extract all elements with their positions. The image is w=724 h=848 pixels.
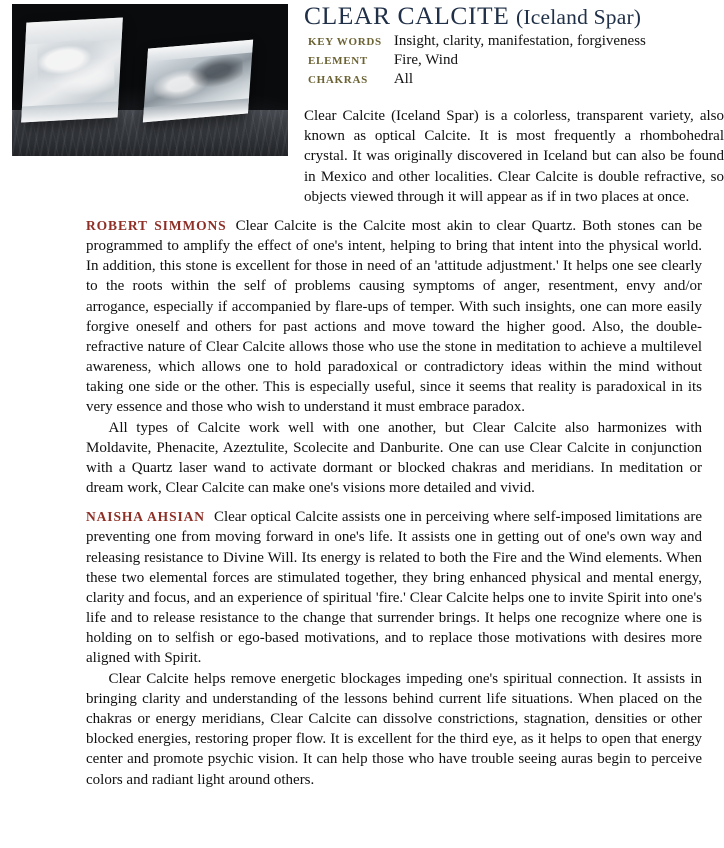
page-title [304, 2, 724, 29]
table-row [308, 52, 646, 71]
attribute-label-chakras: CHAKRAS [308, 74, 368, 87]
section-paragraph-text: Clear Calcite helps remove energetic blockages impeding one's spiritual connection. It assists in bringing clarity and understanding of the lessons behind current life situations. When placed on the chakras or energy meridians, Clear Calcite can dissolve constrictions, stagnation, densities or other blocked energies, restoring proper flow. It is excellent for the third eye, as it helps to open that energy center and promote psychic vision. It can help those who have trouble seeing auras begin to perceive colors and radiant light around others. [86, 670, 702, 788]
intro-paragraph-text-a: Clear Calcite (Iceland Spar) is a colorless, transparent variety, also known as optical Calcite. It is most frequently a rhombohedral crystal. It was originally discovered in Iceland but can also be found in Mexico and other localities. Clear Calcite is double refractive, so objects viewed through it will appear as if in two places at once. [304, 108, 724, 205]
table-row [308, 71, 646, 90]
attribute-label-element: ELEMENT [308, 55, 368, 68]
section-paragraph [86, 216, 702, 418]
section-robert-simmons [86, 216, 702, 498]
stone-name: CLEAR CALCITE [304, 1, 510, 30]
table-row [308, 33, 646, 52]
section-paragraph-text: All types of Calcite work well with one another, but Clear Calcite also harmonizes with Moldavite, Phenacite, Azeztulite, Scolecite and Danburite. One can use Clear Calcite in conjunction with a Quartz laser wand to activate dormant or blocked chakras and meridians. In meditation or dream work, Clear Calcite can make one's visions more detailed and vivid. [86, 419, 702, 497]
calcite-specimen-photo [12, 4, 288, 156]
calcite-crystal-left [21, 18, 123, 123]
attribute-value-key-words: Insight, clarity, manifestation, forgiveness [393, 33, 646, 50]
author-name-robert-simmons: ROBERT SIMMONS [86, 217, 227, 233]
stone-alternate-name: (Iceland Spar) [516, 5, 642, 29]
intro-paragraph-head [304, 104, 724, 207]
attribute-value-element: Fire, Wind [393, 52, 458, 69]
section-paragraph-text: Clear Calcite is the Calcite most akin to clear Quartz. Both stones can be programmed to amplify the effect of one's intent, helping to bring that intent into the physical world. In addition, this stone is excellent for those in need of an 'attitude adjustment.' It helps one see clearly to the roots within the self of problems causing symptoms of anger, resentment, envy and/or arrogance, especially if accompanied by flare-ups of temper. With such insights, one can more easily forgive oneself and others for past actions and move toward the higher good. Also, the double-refractive nature of Clear Calcite allows those who use the stone in meditation to achieve a multilevel awareness, which allows one to hold paradoxical or contradictory ideas within the mind without taking one side or the other. This is especially useful, since it seems that reality is paradoxical in its very essence and those who wish to understand it must embrace paradox. [86, 217, 702, 416]
header-zone [0, 0, 724, 207]
title-block [304, 0, 724, 90]
section-paragraph [86, 418, 702, 499]
calcite-crystal-right [143, 40, 253, 123]
attribute-label-key-words: KEY WORDS [308, 36, 382, 49]
attribute-value-chakras: All [393, 71, 414, 88]
author-name-naisha-ahsian: NAISHA AHSIAN [86, 509, 205, 525]
section-paragraph [86, 669, 702, 790]
section-naisha-ahsian [86, 507, 702, 789]
section-paragraph-text: Clear optical Calcite assists one in perceiving where self-imposed limitations are preventing one from moving forward in one's life. It assists one in getting out of one's own way and releasing resistance to Divine Will. Its energy is related to both the Fire and the Wind elements. When these two elemental forces are stimulated together, they bring enhanced physical and mental energy, clarity and focus, and an experience of spiritual 'fire.' Clear Calcite helps one to invite Spirit into one's life and to release resistance to the change that surrender brings. It helps one recognize where one is holding on to selfish or ego-based motivations, and to replace those motivations with desires more aligned with Spirit. [86, 509, 703, 667]
attributes-table [308, 33, 646, 90]
body-column [0, 216, 724, 790]
crystal-right-inclusions [153, 49, 243, 110]
section-paragraph [86, 507, 702, 668]
crystal-left-inclusions [37, 35, 114, 106]
